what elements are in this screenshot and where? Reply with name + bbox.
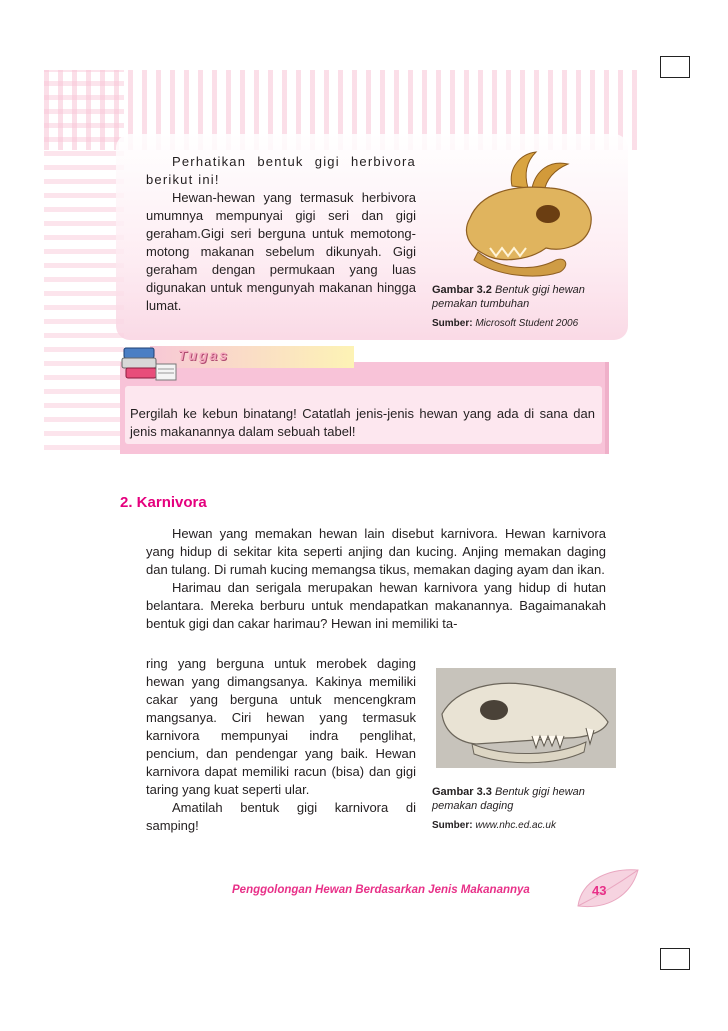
figure-3-2-source bbox=[432, 317, 612, 331]
corner-box-top bbox=[660, 56, 690, 78]
herbivore-skull-image bbox=[450, 148, 610, 278]
leaf-icon bbox=[572, 866, 642, 914]
section-paragraph-1: Hewan yang memakan hewan lain disebut karnivora. Hewan karnivora yang hidup di sekitar kita seperti anjing dan kucing. Anjing memakan daging dan tulang. Di rumah kucing memangsa tikus, memakan daging ayam dan ikan. bbox=[146, 526, 606, 577]
figure-3-2-label: Gambar 3.2 bbox=[432, 284, 492, 296]
figure-3-3-source-label: Sumber: bbox=[432, 820, 473, 831]
corner-box-bottom bbox=[660, 948, 690, 970]
section-paragraph-2a: Harimau dan serigala merupakan hewan karnivora yang hidup di hutan belantara. Mereka berburu untuk mendapatkan makanannya. Bagaimanakah bentuk gigi dan cakar harimau? Hewan ini memiliki ta- bbox=[146, 580, 606, 631]
intro-paragraph-1: Perhatikan bentuk gigi herbivora berikut ini! bbox=[146, 154, 416, 187]
tugas-title: Tugas bbox=[178, 347, 229, 363]
decorative-stripes-left bbox=[44, 70, 124, 450]
figure-3-3-text: Bentuk gigi hewan pemakan daging bbox=[432, 786, 585, 812]
books-icon bbox=[120, 340, 180, 386]
figure-3-2-source-label: Sumber: bbox=[432, 318, 473, 329]
intro-text bbox=[146, 153, 416, 315]
figure-3-2-text: Bentuk gigi hewan pemakan tumbuhan bbox=[432, 284, 585, 310]
footer-chapter-title: Penggolongan Hewan Berdasarkan Jenis Makanannya bbox=[232, 884, 530, 896]
section-title: 2. Karnivora bbox=[120, 494, 207, 511]
figure-3-3-label: Gambar 3.3 bbox=[432, 786, 492, 798]
figure-3-2-source-text: Microsoft Student 2006 bbox=[475, 318, 579, 329]
section-text bbox=[146, 525, 606, 633]
figure-3-3-source-text: www.nhc.ed.ac.uk bbox=[475, 820, 556, 831]
section-paragraph-3: Amatilah bentuk gigi karnivora di samping! bbox=[146, 800, 416, 833]
section-paragraph-2b: ring yang berguna untuk merobek daging hewan yang dimangsanya. Kakinya memiliki cakar yang berguna untuk mencengkram mangsanya. Ciri hewan yang termasuk karnivora mempunyai indra penglihat, pencium, dan pendengar yang baik. Hewan karnivora dapat memiliki racun (bisa) dan gigi taring yang kuat seperti ular. bbox=[146, 656, 416, 797]
carnivore-skull-image bbox=[436, 668, 616, 768]
tugas-text: Pergilah ke kebun binatang! Catatlah jenis-jenis hewan yang ada di sana dan jenis makanannya dalam sebuah tabel! bbox=[130, 406, 595, 439]
page-number: 43 bbox=[592, 883, 607, 898]
figure-3-3-caption bbox=[432, 785, 612, 813]
intro-paragraph-2: Hewan-hewan yang termasuk herbivora umumnya mempunyai gigi seri dan gigi geraham.Gigi seri berguna untuk memotong-motong makanan sebelum dikunyah. Gigi geraham dengan permukaan yang luas digunakan untuk mengunyah makanan hingga lumat. bbox=[146, 190, 416, 313]
figure-3-3-source bbox=[432, 819, 612, 833]
section-text-narrow bbox=[146, 655, 416, 835]
figure-3-2-caption bbox=[432, 283, 612, 311]
